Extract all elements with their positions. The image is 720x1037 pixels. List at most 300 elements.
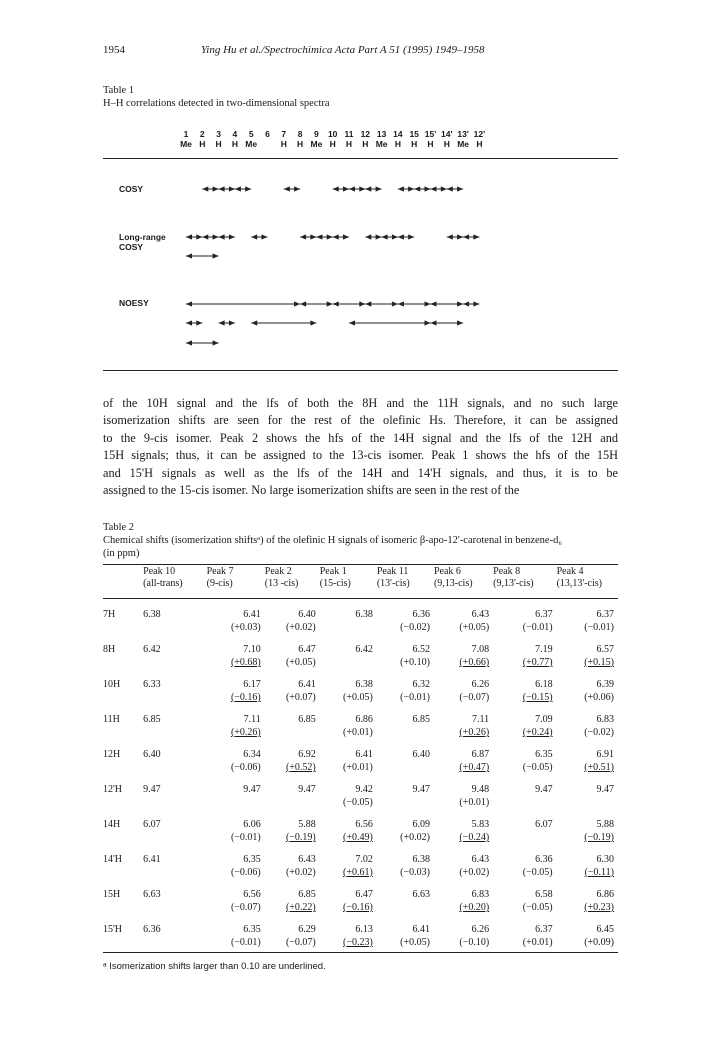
shift-text: (+0.03) [230,622,261,633]
underlined-shift: (−0.15) [522,692,553,703]
correlation-arrow [447,234,463,239]
table1-col-num: 9 [314,129,319,139]
shift-text: (+0.01) [343,762,373,773]
table-row [103,888,618,901]
correlation-arrow [365,234,381,239]
cell-shift-value: 6.45 [596,924,614,935]
cell-shift-value: 6.38 [355,609,373,620]
shift-text: (−0.02) [584,727,614,738]
row-label: 8H [103,644,116,655]
cell-shift-value: 9.48 [471,784,490,795]
correlation-arrow [300,234,316,239]
row-label-empty [103,761,143,774]
cell-isomerization-shift [493,831,556,844]
cell-isomerization-shift [493,936,556,949]
table1-col-sub: H [199,139,206,149]
row-label: 10H [103,679,121,690]
cell-empty [143,621,206,634]
correlation-arrow [202,234,218,239]
correlation-arrow [447,186,463,191]
cell-shift-value: 6.41 [243,609,261,620]
cell-empty [143,796,206,809]
correlation-arrow [463,301,479,306]
cell-shift-value: 7.09 [535,714,553,725]
cell-isomerization-shift [434,761,493,774]
shift-text: (−0.01) [230,832,261,843]
table1-col-num: 12 [360,129,371,139]
shift-text: (−0.01) [584,622,614,633]
row-label-empty [103,866,143,879]
cell-isomerization-shift [434,866,493,879]
table1-col-sub: H [231,139,238,149]
table-row [103,818,618,831]
underlined-shift: (−0.19) [285,832,316,843]
paragraph-line: assigned to the 15-cis isomer. No large isomerization shifts are seen in the rest of the [103,483,520,498]
underlined-shift: (+0.23) [584,902,614,913]
underlined-shift: (+0.51) [584,762,614,773]
correlation-arrow [219,186,235,191]
cell-shift-value: 9.47 [243,784,261,795]
cell-all-trans: 6.40 [143,749,161,760]
underlined-shift: (+0.77) [522,657,553,668]
table2-caption-units: (in ppm) [103,548,140,559]
cell-isomerization-shift [265,866,320,879]
paragraph-line: 15H signals; thus, it can be assigned to the 13-cis isomer. Peak 1 shows the hfs of the 15H [103,448,618,463]
cell-shift-value: 6.43 [471,854,490,865]
cell-isomerization-shift [265,691,320,704]
shift-text: (+0.02) [285,622,316,633]
cell-isomerization-shift [320,761,377,774]
cell-isomerization-shift [377,866,434,879]
row-label-empty [103,936,143,949]
table2-col-isomer: (all-trans) [143,578,183,589]
cell-shift-value: 9.47 [298,784,316,795]
cell-shift-value: 6.52 [412,644,430,655]
cell-shift-value: 6.85 [412,714,430,725]
shift-text: (−0.03) [400,867,430,878]
table1-row-label-longrange-cosy: COSY [119,242,144,252]
table1-bottom-rule [103,370,618,371]
shift-text: (−0.10) [459,937,490,948]
correlation-arrow [219,234,235,239]
cell-shift-value: 9.47 [412,784,430,795]
shift-text: (−0.07) [285,937,316,948]
shift-text: (+0.07) [285,692,316,703]
cell-isomerization-shift [207,726,265,739]
cell-shift-value: 6.41 [355,749,373,760]
table1-row-label-longrange: Long-range [119,232,166,242]
cell-empty [143,656,206,669]
table2-corner [103,578,143,590]
cell-shift-value: 7.02 [355,854,373,865]
correlation-arrow [365,186,381,191]
cell-isomerization-shift [434,621,493,634]
cell-shift-value: 6.38 [355,679,373,690]
cell-shift-value: 5.83 [471,819,490,830]
cell-isomerization-shift [207,936,265,949]
correlation-arrow [219,320,235,325]
row-label: 12H [103,749,121,760]
correlation-arrow [349,186,365,191]
table1-row-label-noesy: NOESY [119,298,149,308]
underlined-shift: (−0.24) [459,832,490,843]
cell-isomerization-shift [434,901,493,914]
table1-caption: H–H correlations detected in two-dimensional spectra [103,98,330,109]
cell-shift-value: 9.42 [355,784,373,795]
shift-text: (+0.02) [285,867,316,878]
cell-isomerization-shift [377,621,434,634]
cell-all-trans: 6.41 [143,854,161,865]
underlined-shift: (+0.61) [343,867,373,878]
table2-col-peak: Peak 7 [206,566,234,577]
shift-text: (−0.01) [522,622,553,633]
table1-col-num: 6 [265,129,270,139]
correlation-arrow [398,234,414,239]
cell-isomerization-shift [377,656,434,669]
cell-isomerization-shift [557,726,618,739]
cell-shift-value: 7.08 [471,644,490,655]
cell-shift-value: 6.30 [596,854,614,865]
table2-col-peak: Peak 2 [264,566,292,577]
cell-shift-value: 6.41 [412,924,430,935]
cell-all-trans: 6.38 [143,609,161,620]
cell-isomerization-shift [265,936,320,949]
table1-col-num: 15 [409,129,419,139]
row-label: 14'H [103,854,123,865]
table2-col-isomer: (13,13'-cis) [556,578,602,589]
table1-col-sub: H [280,139,287,149]
cell-shift-value: 6.37 [596,609,614,620]
cell-isomerization-shift [320,796,377,809]
shift-text: (−0.05) [522,762,553,773]
cell-isomerization-shift [207,831,265,844]
cell-isomerization-shift [557,866,618,879]
cell-isomerization-shift [207,691,265,704]
row-label-empty [103,726,143,739]
table2-label: Table 2 [103,522,135,533]
body-paragraph [103,395,618,499]
cell-isomerization-shift [557,621,618,634]
table1-col-sub: Me [245,139,258,149]
table1-col-num: 10 [327,129,338,139]
table2-col-isomer: (9-cis) [206,578,233,589]
table-row-shifts [103,621,618,634]
table2-footnote: ᵃ Isomerization shifts larger than 0.10 are underlined. [103,961,326,972]
cell-shift-value: 6.26 [471,679,490,690]
cell-isomerization-shift [377,691,434,704]
cell-isomerization-shift [265,656,320,669]
cell-isomerization-shift [557,656,618,669]
table-row [103,923,618,936]
underlined-shift: (+0.52) [285,762,316,773]
table-row-shifts [103,796,618,809]
shift-text: (−0.06) [230,867,261,878]
correlation-arrow [202,186,218,191]
cell-shift-value: 6.09 [412,819,430,830]
correlation-arrow [463,234,479,239]
row-label: 11H [103,714,120,725]
row-label: 7H [103,609,116,620]
correlation-arrow [251,320,316,325]
cell-isomerization-shift [493,656,556,669]
cell-isomerization-shift [265,796,320,809]
cell-shift-value: 6.39 [596,679,614,690]
table2-header-rule [103,590,618,599]
cell-shift-value: 6.43 [298,854,316,865]
table1-col-sub: H [362,139,369,149]
cell-isomerization-shift [377,761,434,774]
cell-shift-value: 6.17 [243,679,261,690]
cell-shift-value: 6.85 [298,889,316,900]
table1-col-num: 11 [344,129,354,139]
cell-empty [143,831,206,844]
table2 [103,566,618,949]
cell-empty [143,866,206,879]
cell-shift-value: 6.41 [298,679,316,690]
table-row-shifts [103,936,618,949]
correlation-arrow [300,301,333,306]
cell-shift-value: 6.35 [243,854,261,865]
cell-empty [143,901,206,914]
table-row [103,608,618,621]
cell-shift-value: 6.92 [298,749,316,760]
cell-all-trans: 6.07 [143,819,161,830]
table2-col-peak: Peak 10 [143,566,176,577]
cell-shift-value: 6.07 [535,819,553,830]
shift-text: (−0.05) [343,797,373,808]
cell-all-trans: 6.42 [143,644,161,655]
underlined-shift: (−0.16) [343,902,373,913]
cell-shift-value: 6.35 [535,749,553,760]
cell-shift-value: 7.10 [243,644,261,655]
underlined-shift: (+0.22) [285,902,316,913]
correlation-arrow [284,186,300,191]
table1-col-num: 14' [441,129,453,139]
cell-isomerization-shift [320,656,377,669]
table-row-shifts [103,691,618,704]
table1-label: Table 1 [103,85,135,96]
table1-col-num: 7 [281,129,287,139]
underlined-shift: (+0.26) [459,727,490,738]
cell-isomerization-shift [265,831,320,844]
cell-shift-value: 6.58 [535,889,553,900]
cell-shift-value: 6.32 [412,679,430,690]
table1-col-num: 13' [457,129,469,139]
cell-all-trans: 9.47 [143,784,161,795]
shift-text: (+0.02) [400,832,430,843]
shift-text: (+0.09) [584,937,614,948]
correlation-arrow [382,234,398,239]
shift-text: (+0.02) [459,867,490,878]
cell-shift-value: 6.63 [412,889,430,900]
shift-text: (−0.05) [522,902,553,913]
underlined-shift: (+0.66) [459,657,490,668]
table1-col-sub: H [427,139,434,149]
shift-text: (−0.07) [230,902,261,913]
cell-isomerization-shift [377,831,434,844]
cell-shift-value: 6.37 [535,609,553,620]
cell-shift-value: 6.56 [355,819,373,830]
cell-isomerization-shift [207,656,265,669]
row-label-empty [103,796,143,809]
shift-text: (−0.07) [459,692,490,703]
cell-all-trans: 6.63 [143,889,161,900]
shift-text: (+0.01) [459,797,490,808]
cell-isomerization-shift [434,656,493,669]
cell-isomerization-shift [557,936,618,949]
table1-col-sub: H [411,139,418,149]
cell-shift-value: 6.57 [596,644,614,655]
cell-isomerization-shift [434,796,493,809]
table2-header-row [103,566,618,578]
cell-isomerization-shift [320,831,377,844]
correlation-arrow [431,301,464,306]
cell-shift-value: 6.83 [471,889,490,900]
correlation-arrow [186,234,202,239]
correlation-arrow [414,186,430,191]
cell-isomerization-shift [207,796,265,809]
cell-isomerization-shift [377,936,434,949]
cell-shift-value: 6.38 [412,854,430,865]
cell-isomerization-shift [493,901,556,914]
table-row [103,678,618,691]
cell-all-trans: 6.33 [143,679,161,690]
table-row [103,783,618,796]
cell-shift-value: 6.06 [243,819,261,830]
underlined-shift: (+0.49) [343,832,373,843]
cell-shift-value: 5.88 [298,819,316,830]
cell-isomerization-shift [207,621,265,634]
table-row [103,748,618,761]
cell-shift-value: 6.34 [243,749,261,760]
cell-shift-value: 6.42 [355,644,373,655]
table1-col-num: 8 [297,129,303,139]
shift-text: (−0.06) [230,762,261,773]
correlation-arrow [186,301,300,306]
cell-isomerization-shift [557,761,618,774]
table-row-shifts [103,831,618,844]
cell-shift-value: 6.26 [471,924,490,935]
table2-col-isomer: (15-cis) [319,578,351,589]
row-label: 12'H [103,784,123,795]
cell-shift-value: 6.91 [596,749,614,760]
table2-col-peak: Peak 6 [433,566,461,577]
journal-citation: Ying Hu et al./Spectrochimica Acta Part A 51 (1995) 1949–1958 [201,44,485,56]
correlation-arrow [251,234,267,239]
page-number: 1954 [103,44,125,56]
cell-shift-value: 6.40 [298,609,316,620]
cell-isomerization-shift [265,901,320,914]
cell-isomerization-shift [377,796,434,809]
cell-shift-value: 6.85 [298,714,316,725]
cell-shift-value: 6.36 [535,854,553,865]
cell-isomerization-shift [434,726,493,739]
correlation-arrow [431,320,464,325]
cell-isomerization-shift [320,901,377,914]
table1-row-label-cosy: COSY [119,184,144,194]
table1-figure [0,0,720,400]
table1-col-num: 2 [199,129,205,139]
cell-isomerization-shift [377,726,434,739]
cell-isomerization-shift [265,726,320,739]
cell-shift-value: 6.56 [243,889,261,900]
correlation-arrow [333,301,366,306]
table1-col-sub: Me [310,139,323,149]
row-label: 14H [103,819,121,830]
row-label: 15H [103,889,121,900]
cell-isomerization-shift [493,796,556,809]
cell-shift-value: 6.18 [535,679,553,690]
cell-isomerization-shift [493,866,556,879]
row-label-empty [103,691,143,704]
row-label-empty [103,831,143,844]
cell-isomerization-shift [320,691,377,704]
paragraph-line: and 15'H signals as well as the lfs of the 14H and 14'H signals, and thus, it is to be [103,465,618,480]
shift-text: (−0.02) [400,622,430,633]
table-row-shifts [103,866,618,879]
table2-corner [103,566,143,578]
underlined-shift: (+0.47) [459,762,490,773]
underlined-shift: (+0.15) [584,657,614,668]
cell-isomerization-shift [557,831,618,844]
cell-shift-value: 5.88 [596,819,614,830]
cell-shift-value: 6.87 [471,749,490,760]
correlation-arrow [398,186,414,191]
shift-text: (+0.01) [522,937,553,948]
correlation-arrow [398,301,431,306]
correlation-arrow [235,186,251,191]
cell-empty [143,726,206,739]
cell-isomerization-shift [434,936,493,949]
table1-col-sub: H [297,139,304,149]
paragraph-line: of the 10H signal and the lfs of both the 8H and the 11H signals, and no such large [103,396,618,410]
shift-text: (+0.05) [285,657,316,668]
table2-col-peak: Peak 4 [556,566,584,577]
cell-empty [143,691,206,704]
underlined-shift: (−0.11) [584,867,614,878]
table1-col-sub: H [329,139,336,149]
table2-top-rule [103,564,618,565]
shift-text: (+0.01) [343,727,373,738]
cell-shift-value: 6.13 [355,924,373,935]
table1-col-sub: H [345,139,353,149]
cell-shift-value: 6.35 [243,924,261,935]
underlined-shift: (+0.68) [230,657,261,668]
table2-bottom-rule [103,952,618,953]
cell-all-trans: 6.85 [143,714,161,725]
cell-shift-value: 6.47 [355,889,373,900]
table1-col-sub: H [443,139,450,149]
table1-correlation-arrows [0,0,720,400]
cell-shift-value: 6.29 [298,924,316,935]
table2-col-isomer: (13 -cis) [264,578,299,589]
row-label-empty [103,621,143,634]
cell-isomerization-shift [320,621,377,634]
table1-col-sub: H [215,139,222,149]
cell-isomerization-shift [493,691,556,704]
table1-col-num: 3 [216,129,221,139]
underlined-shift: (+0.20) [459,902,490,913]
shift-text: (+0.06) [584,692,614,703]
table-row [103,643,618,656]
table-row [103,713,618,726]
cell-isomerization-shift [265,621,320,634]
paragraph-line: isomerization shifts are seen for the rest of the olefinic Hs. Therefore, it can be assigned [103,413,618,428]
table1-col-num: 5 [248,129,254,139]
table1-col-sub: Me [375,139,388,149]
cell-shift-value: 6.47 [298,644,316,655]
table-row [103,853,618,866]
